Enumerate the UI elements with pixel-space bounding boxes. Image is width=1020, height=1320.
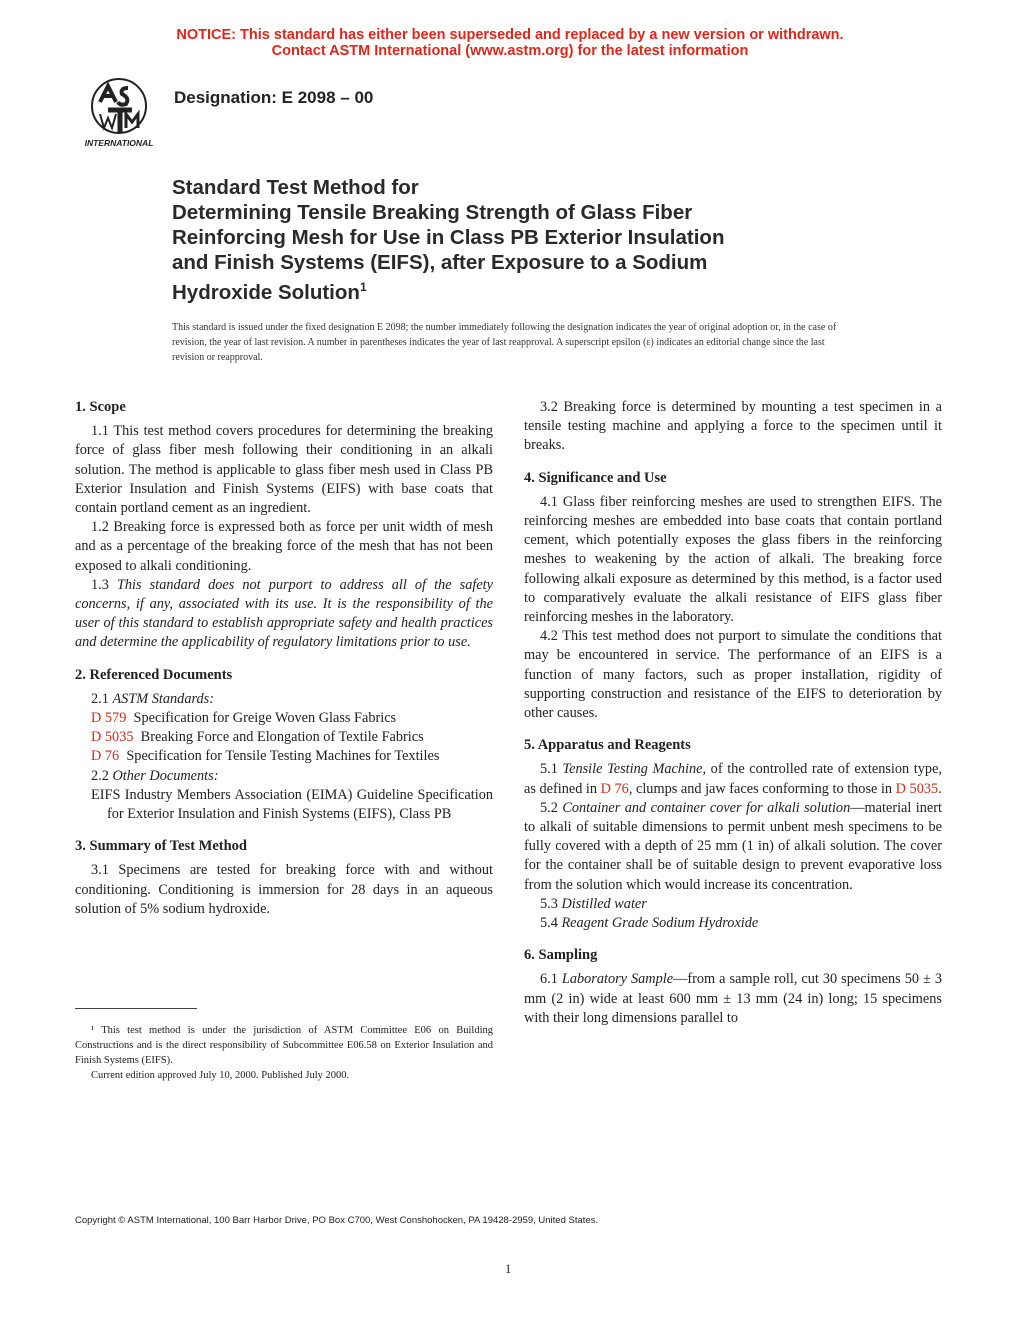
footnote-divider xyxy=(75,1008,197,1009)
right-column xyxy=(524,398,942,1028)
sampling-6-1: 6.1 Laboratory Sample—from a sample roll, cut 30 specimens 50 ± 3 mm (2 in) wide at least 600 mm ± 13 mm (24 in) long; 15 specimens with their long dimensions parallel to xyxy=(524,971,942,1026)
title-line-4: and Finish Systems (EIFS), after Exposure to a Sodium xyxy=(172,251,708,274)
title-line-2: Determining Tensile Breaking Strength of Glass Fiber xyxy=(172,201,693,224)
refs-2-2: 2.2 Other Documents: xyxy=(91,767,219,784)
footnote-jurisdiction: ¹ This test method is under the jurisdiction of ASTM Committee E06 on Building Constructions and is the direct responsibility of Subcommittee E06.58 on Exterior Insulation and Finish Systems (EIFS). xyxy=(75,1025,493,1066)
referenced-documents-heading: 2. Referenced Documents xyxy=(75,666,233,683)
title-line-5: Hydroxide Solution xyxy=(172,280,360,304)
withdrawal-notice xyxy=(0,27,1020,59)
apparatus-5-2: 5.2 Container and container cover for alkali solution—material inert to alkali of suitable dimensions to permit unbent mesh specimens to be fully covered with a depth of 25 mm (1 in) of alkali solution. The cover for the container shall be of suitable design to prevent evaporative loss from the solution which would increase its concentration. xyxy=(524,799,943,893)
notice-line-1: NOTICE: This standard has either been superseded and replaced by a new version or withdrawn. xyxy=(176,27,844,43)
left-column xyxy=(75,398,493,919)
scope-1-2: 1.2 Breaking force is expressed both as force per unit width of mesh and as a percentage of the breaking force of the mesh that has not been exposed to alkali conditioning. xyxy=(75,519,493,574)
ref-link-d5035[interactable]: D 5035 xyxy=(91,729,134,746)
ref-link-d76-inline[interactable]: D 76 xyxy=(600,780,629,797)
apparatus-5-1: 5.1 Tensile Testing Machine, of the controlled rate of extension type, as defined in D 76, clumps and jaw faces conforming to those in D 5035. xyxy=(524,761,942,797)
significance-4-1: 4.1 Glass fiber reinforcing meshes are used to strengthen EIFS. The reinforcing meshes are embedded into base coats that contain portland cement, which potentially exposes the glass fibers in the reinforcing meshes to weakening by the action of alkali. The breaking force following alkali exposure as determined by this method, is a factor used to comparatively evaluate the alkali resistance of EIFS glass fiber reinforcing meshes in the laboratory. xyxy=(524,493,942,626)
copyright: Copyright © ASTM International, 100 Barr Harbor Drive, PO Box C700, West Conshohocken, PA 19428-2959, United States. xyxy=(75,1215,599,1226)
apparatus-heading: 5. Apparatus and Reagents xyxy=(524,737,691,754)
scope-heading: 1. Scope xyxy=(75,399,126,415)
significance-4-2: 4.2 This test method does not purport to simulate the conditions that may be encountered in service. The performance of an EIFS is a function of many factors, such as proper installation, rigidity of supporting construction and resistance of the EIFS to deterioration by other causes. xyxy=(524,628,942,722)
sampling-heading: 6. Sampling xyxy=(524,947,598,964)
ref-link-d76[interactable]: D 76 xyxy=(91,748,120,765)
ref-other-eima: EIFS Industry Members Association (EIMA) Guideline Specification for Exterior Insulation and Finish Systems (EIFS), Class PB xyxy=(91,786,493,823)
designation: Designation: E 2098 – 00 xyxy=(174,88,374,107)
footnote xyxy=(75,1023,493,1083)
astm-logo-icon xyxy=(78,72,160,150)
ref-item-d579: D 579 Specification for Greige Woven Glass Fabrics xyxy=(91,710,397,727)
apparatus-5-4: 5.4 Reagent Grade Sodium Hydroxide xyxy=(540,915,759,932)
fixed-designation-note: This standard is issued under the fixed designation E 2098; the number immediately following the designation indicates the year of original adoption or, in the case of revision, the year of last revision. A number in parentheses indicates the year of last reapproval. A superscript epsilon (ε) indicates an editorial change since the last revision or reapproval. xyxy=(172,322,837,363)
document-title xyxy=(172,175,872,305)
title-line-1: Standard Test Method for xyxy=(172,176,419,199)
summary-3-1: 3.1 Specimens are tested for breaking force with and without conditioning. Conditioning is immersion for 28 days in an aqueous solution of 5% sodium hydroxide. xyxy=(75,862,493,917)
title-line-3: Reinforcing Mesh for Use in Class PB Exterior Insulation xyxy=(172,226,725,249)
ref-link-d579[interactable]: D 579 xyxy=(91,710,127,727)
notice-line-2: Contact ASTM International (www.astm.org) for the latest information xyxy=(271,43,749,59)
title-footnote-mark: 1 xyxy=(359,280,367,294)
logo-subtitle: INTERNATIONAL xyxy=(84,138,154,148)
summary-3-2: 3.2 Breaking force is determined by mounting a test specimen in a tensile testing machine and applying a force to the specimen until it breaks. xyxy=(524,399,942,454)
ref-link-d5035-inline[interactable]: D 5035 xyxy=(895,780,939,797)
footnote-approval: Current edition approved July 10, 2000. Published July 2000. xyxy=(91,1070,350,1081)
significance-heading: 4. Significance and Use xyxy=(524,469,667,486)
refs-2-1: 2.1 ASTM Standards: xyxy=(91,690,214,707)
scope-1-3: 1.3 This standard does not purport to address all of the safety concerns, if any, associated with its use. It is the responsibility of the user of this standard to establish appropriate safety and health practices and determine the applicability of regulatory limitations prior to use. xyxy=(75,576,493,651)
ref-item-d5035: D 5035 Breaking Force and Elongation of Textile Fabrics xyxy=(91,729,424,746)
page-number: 1 xyxy=(505,1262,512,1276)
summary-heading: 3. Summary of Test Method xyxy=(75,838,247,855)
scope-1-1: 1.1 This test method covers procedures for determining the breaking force of glass fiber mesh following their conditioning in an alkali solution. The method is applicable to glass fiber mesh used in Class PB Exterior Insulation and Finish Systems (EIFS) with base coats that contain portland cement as an ingredient. xyxy=(75,423,493,517)
ref-item-d76: D 76 Specification for Tensile Testing Machines for Textiles xyxy=(91,748,440,765)
apparatus-5-3: 5.3 Distilled water xyxy=(540,895,647,912)
